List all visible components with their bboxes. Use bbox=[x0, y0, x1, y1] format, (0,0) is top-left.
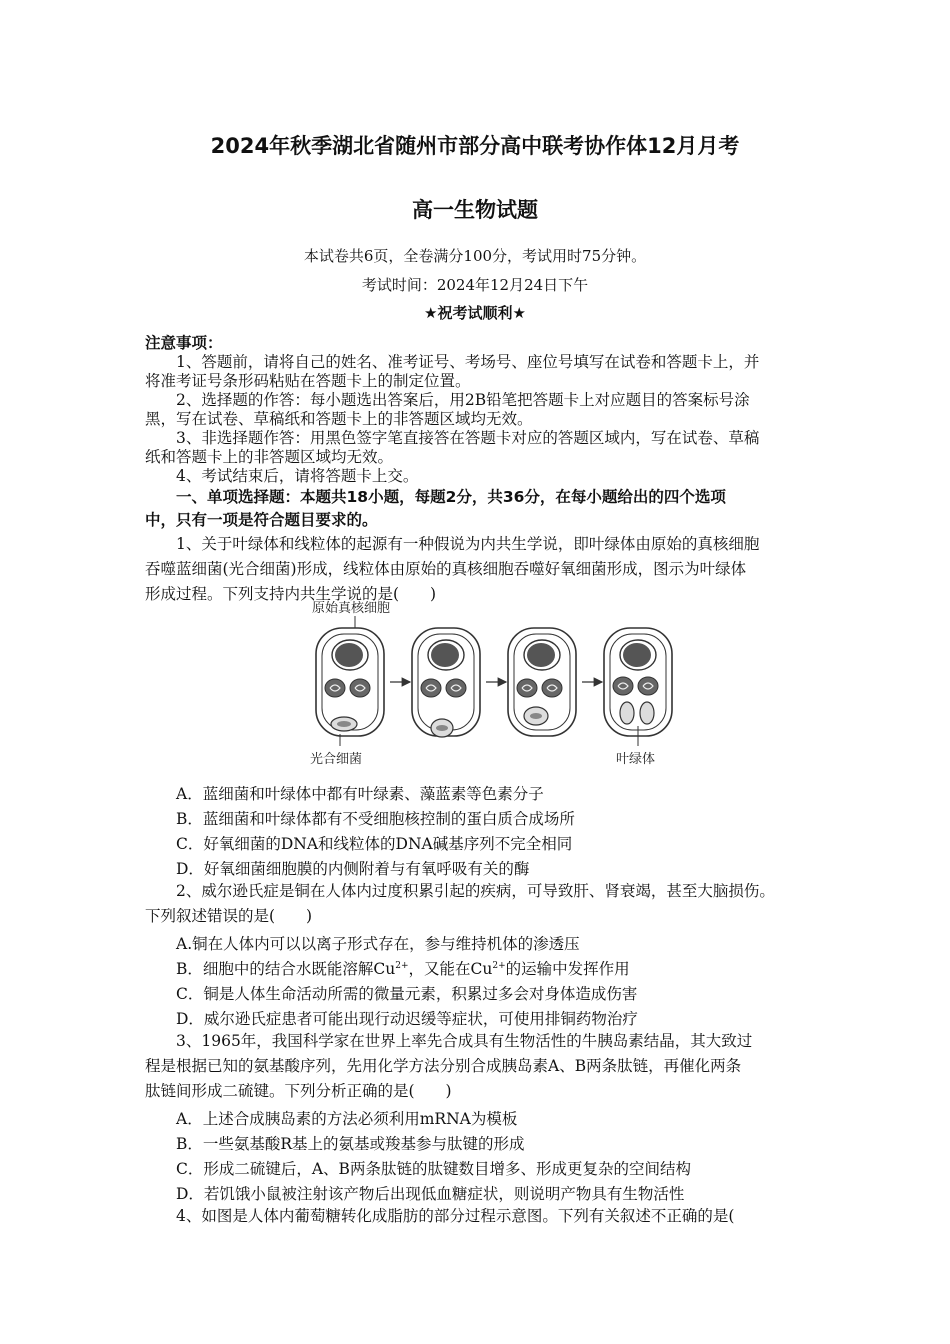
notice-heading: 注意事项： bbox=[145, 334, 223, 352]
question-3-stem: 3、1965年，我国科学家在世界上率先合成具有生物活性的牛胰岛素结晶，其大致过 bbox=[176, 1032, 753, 1050]
notice-line: 1、答题前，请将自己的姓名、准考证号、考场号、座位号填写在试卷和答题卡上，并 bbox=[176, 353, 760, 371]
question-2-stem: 2、威尔逊氏症是铜在人体内过度积累引起的疾病，可导致肝、肾衰竭，甚至大脑损伤。 bbox=[176, 882, 775, 900]
figure-label-bacteria: 光合细菌 bbox=[310, 752, 363, 767]
notice-line: 纸和答题卡上的非答题区域均无效。 bbox=[145, 448, 394, 466]
question-1-stem: 1、关于叶绿体和线粒体的起源有一种假说为内共生学说，即叶绿体由原始的真核细胞 bbox=[176, 535, 760, 553]
question-1-option-d: D．好氧细菌细胞膜的内侧附着与有氧呼吸有关的酶 bbox=[176, 860, 530, 878]
question-2-option-b: B．细胞中的结合水既能溶解$Cu^{2+}$，又能在$Cu^{2+}$的运输中发挥作用 bbox=[176, 960, 630, 978]
blessing-text: ★祝考试顺利★ bbox=[424, 304, 526, 322]
notice-line: 黑，写在试卷、草稿纸和答题卡上的非答题区域均无效。 bbox=[145, 410, 533, 428]
question-3-stem: 肽链间形成二硫键。下列分析正确的是( ) bbox=[145, 1082, 452, 1100]
cell-stage-1 bbox=[316, 628, 384, 736]
section-heading: 一、单项选择题：本题共18小题，每题2分，共36分，在每小题给出的四个选项 bbox=[176, 488, 726, 506]
section-heading-cont: 中，只有一项是符合题目要求的。 bbox=[145, 511, 378, 529]
notice-line: 2、选择题的作答：每小题选出答案后，用2B铅笔把答题卡上对应题目的答案标号涂 bbox=[176, 391, 750, 409]
question-3-option-c: C．形成二硫键后，A、B两条肽链的肽键数目增多、形成更复杂的空间结构 bbox=[176, 1160, 691, 1178]
question-3-option-a: A．上述合成胰岛素的方法必须利用mRNA为模板 bbox=[176, 1110, 518, 1128]
cell-stage-4 bbox=[604, 628, 672, 736]
exam-subtitle: 高一生物试题 bbox=[412, 198, 538, 222]
question-1-stem: 吞噬蓝细菌(光合细菌)形成，线粒体由原始的真核细胞吞噬好氧细菌形成，图示为叶绿体 bbox=[145, 560, 747, 578]
question-2-option-c: C．铜是人体生命活动所需的微量元素，积累过多会对身体造成伤害 bbox=[176, 985, 638, 1003]
question-1-option-a: A．蓝细菌和叶绿体中都有叶绿素、藻蓝素等色素分子 bbox=[176, 785, 544, 803]
cell-stage-2 bbox=[412, 628, 480, 737]
question-1-option-c: C．好氧细菌的DNA和线粒体的DNA碱基序列不完全相同 bbox=[176, 835, 573, 853]
exam-title: 2024年秋季湖北省随州市部分高中联考协作体12月月考 bbox=[210, 134, 740, 158]
question-3-stem: 程是根据已知的氨基酸序列，先用化学方法分别合成胰岛素A、B两条肽链，再催化两条 bbox=[145, 1057, 742, 1075]
question-2-option-d: D．威尔逊氏症患者可能出现行动迟缓等症状，可使用排铜药物治疗 bbox=[176, 1010, 638, 1028]
notice-line: 3、非选择题作答：用黑色签字笔直接答在答题卡对应的答题区域内，写在试卷、草稿 bbox=[176, 429, 760, 447]
figure-label-chloroplast: 叶绿体 bbox=[616, 752, 656, 767]
question-1-option-b: B．蓝细菌和叶绿体都有不受细胞核控制的蛋白质合成场所 bbox=[176, 810, 575, 828]
exam-info-pages: 本试卷共6页，全卷满分100分，考试用时75分钟。 bbox=[303, 247, 647, 265]
endosymbiosis-figure bbox=[300, 600, 680, 772]
exam-info-time: 考试时间：2024年12月24日下午 bbox=[361, 276, 589, 294]
question-2-option-a: A.铜在人体内可以以离子形式存在，参与维持机体的渗透压 bbox=[176, 935, 580, 953]
question-1-stem: 形成过程。下列支持内共生学说的是( ) bbox=[145, 585, 437, 603]
question-4-stem: 4、如图是人体内葡萄糖转化成脂肪的部分过程示意图。下列有关叙述不正确的是( bbox=[176, 1207, 735, 1225]
figure-label-top: 原始真核细胞 bbox=[312, 601, 391, 616]
question-3-option-d: D．若饥饿小鼠被注射该产物后出现低血糖症状，则说明产物具有生物活性 bbox=[176, 1185, 685, 1203]
question-3-option-b: B．一些氨基酸R基上的氨基或羧基参与肽键的形成 bbox=[176, 1135, 525, 1153]
question-2-stem: 下列叙述错误的是( ) bbox=[145, 907, 313, 925]
notice-line: 4、考试结束后，请将答题卡上交。 bbox=[176, 467, 419, 485]
cell-stage-3 bbox=[508, 628, 576, 736]
notice-line: 将准考证号条形码粘贴在答题卡上的制定位置。 bbox=[145, 372, 471, 390]
